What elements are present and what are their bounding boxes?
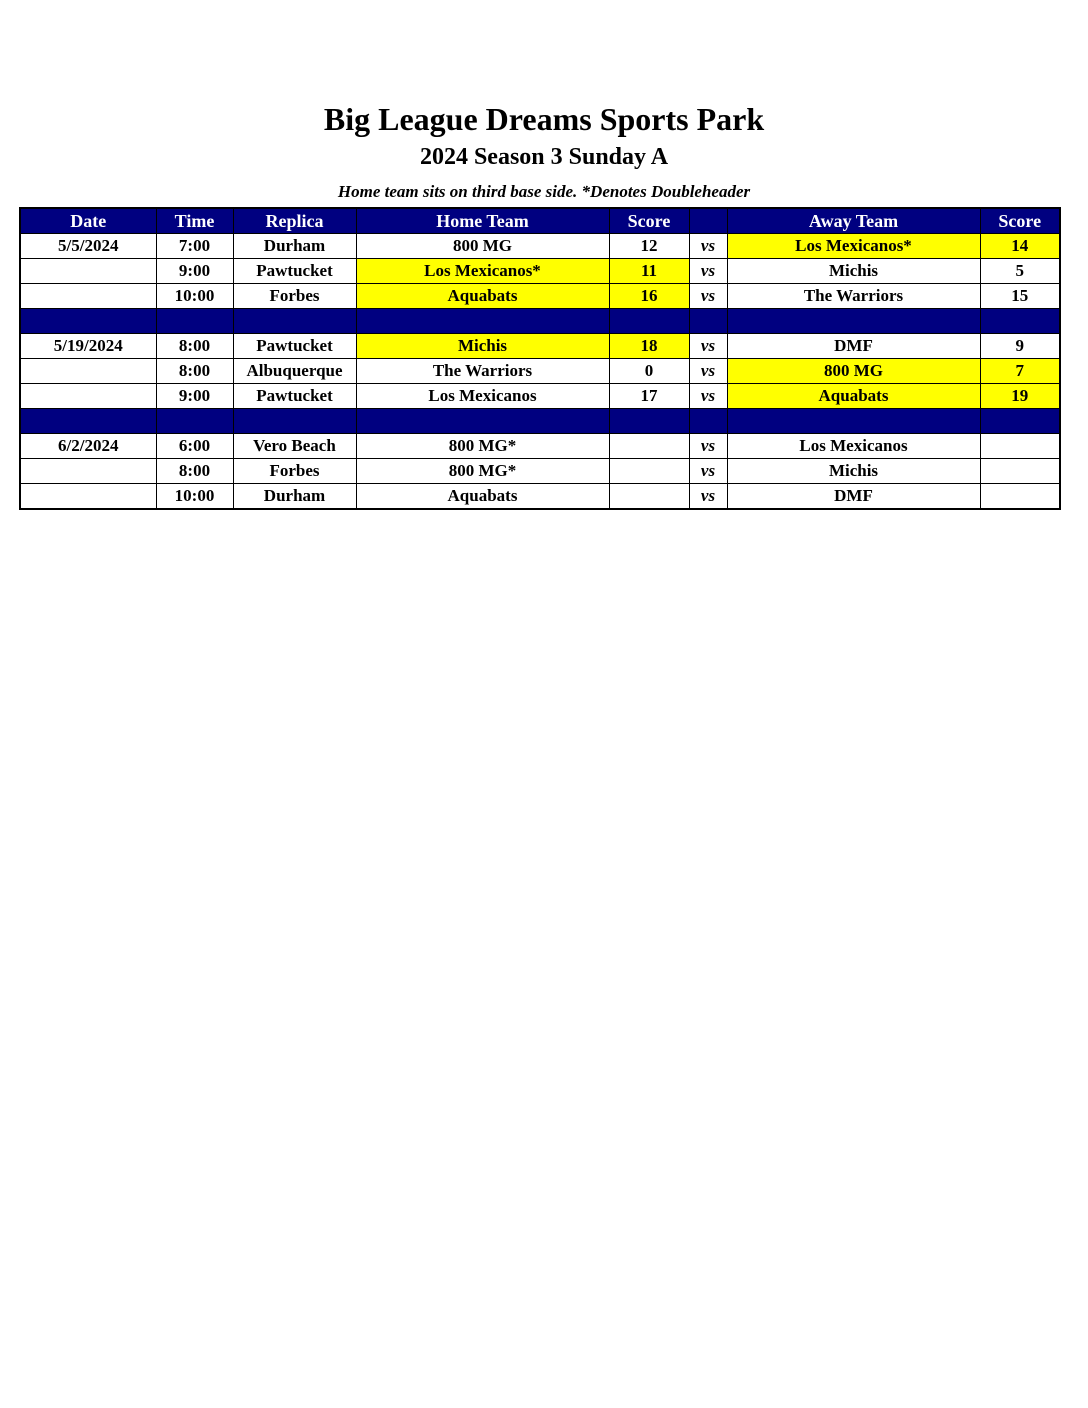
column-header-away-team: Away Team bbox=[727, 208, 980, 234]
time-cell: 8:00 bbox=[156, 359, 233, 384]
home-team-cell: Michis bbox=[356, 334, 609, 359]
vs-cell: vs bbox=[689, 259, 727, 284]
home-team-cell: 800 MG bbox=[356, 234, 609, 259]
separator-cell bbox=[233, 309, 356, 334]
column-header-home-score: Score bbox=[609, 208, 689, 234]
separator-cell bbox=[20, 309, 156, 334]
time-cell: 10:00 bbox=[156, 284, 233, 309]
separator-cell bbox=[356, 409, 609, 434]
week-separator-row bbox=[20, 309, 1060, 334]
game-row bbox=[20, 359, 1060, 384]
date-cell bbox=[20, 259, 156, 284]
game-row bbox=[20, 459, 1060, 484]
separator-cell bbox=[727, 309, 980, 334]
home-score-cell: 0 bbox=[609, 359, 689, 384]
away-team-cell: 800 MG bbox=[727, 359, 980, 384]
game-row bbox=[20, 334, 1060, 359]
separator-cell bbox=[156, 409, 233, 434]
game-row bbox=[20, 284, 1060, 309]
separator-cell bbox=[727, 409, 980, 434]
vs-cell: vs bbox=[689, 334, 727, 359]
home-team-cell: Los Mexicanos bbox=[356, 384, 609, 409]
away-score-cell: 5 bbox=[980, 259, 1060, 284]
vs-cell: vs bbox=[689, 234, 727, 259]
separator-cell bbox=[980, 409, 1060, 434]
schedule-body bbox=[20, 234, 1060, 510]
away-team-cell: Los Mexicanos bbox=[727, 434, 980, 459]
date-cell bbox=[20, 459, 156, 484]
replica-cell: Vero Beach bbox=[233, 434, 356, 459]
home-team-cell: 800 MG* bbox=[356, 459, 609, 484]
vs-cell: vs bbox=[689, 434, 727, 459]
vs-cell: vs bbox=[689, 459, 727, 484]
game-row bbox=[20, 234, 1060, 259]
home-score-cell: 11 bbox=[609, 259, 689, 284]
away-team-cell: Michis bbox=[727, 459, 980, 484]
vs-cell: vs bbox=[689, 484, 727, 510]
schedule-table bbox=[19, 207, 1061, 510]
away-score-cell bbox=[980, 484, 1060, 510]
away-score-cell bbox=[980, 459, 1060, 484]
header-row bbox=[20, 208, 1060, 234]
date-cell bbox=[20, 359, 156, 384]
home-score-cell: 17 bbox=[609, 384, 689, 409]
away-team-cell: Michis bbox=[727, 259, 980, 284]
column-header-replica: Replica bbox=[233, 208, 356, 234]
home-team-cell: Aquabats bbox=[356, 284, 609, 309]
away-team-cell: Los Mexicanos* bbox=[727, 234, 980, 259]
column-header-date: Date bbox=[20, 208, 156, 234]
vs-cell: vs bbox=[689, 284, 727, 309]
page-title: Big League Dreams Sports Park bbox=[323, 101, 765, 137]
time-cell: 7:00 bbox=[156, 234, 233, 259]
replica-cell: Forbes bbox=[233, 284, 356, 309]
time-cell: 8:00 bbox=[156, 334, 233, 359]
column-header-away-score: Score bbox=[980, 208, 1060, 234]
home-score-cell: 16 bbox=[609, 284, 689, 309]
home-score-cell: 12 bbox=[609, 234, 689, 259]
separator-cell bbox=[156, 309, 233, 334]
date-cell bbox=[20, 484, 156, 510]
column-header-time: Time bbox=[156, 208, 233, 234]
doubleheader-note: Home team sits on third base side. *Denotes Doubleheader bbox=[337, 182, 751, 201]
time-cell: 6:00 bbox=[156, 434, 233, 459]
date-cell: 5/19/2024 bbox=[20, 334, 156, 359]
replica-cell: Pawtucket bbox=[233, 259, 356, 284]
week-separator-row bbox=[20, 409, 1060, 434]
away-team-cell: DMF bbox=[727, 484, 980, 510]
date-cell bbox=[20, 284, 156, 309]
replica-cell: Durham bbox=[233, 234, 356, 259]
separator-cell bbox=[609, 409, 689, 434]
away-score-cell bbox=[980, 434, 1060, 459]
separator-cell bbox=[233, 409, 356, 434]
replica-cell: Pawtucket bbox=[233, 384, 356, 409]
time-cell: 9:00 bbox=[156, 259, 233, 284]
away-team-cell: Aquabats bbox=[727, 384, 980, 409]
game-row bbox=[20, 384, 1060, 409]
game-row bbox=[20, 484, 1060, 510]
separator-cell bbox=[689, 309, 727, 334]
separator-cell bbox=[356, 309, 609, 334]
page-subtitle: 2024 Season 3 Sunday A bbox=[419, 144, 669, 170]
home-team-cell: Aquabats bbox=[356, 484, 609, 510]
separator-cell bbox=[980, 309, 1060, 334]
home-score-cell bbox=[609, 459, 689, 484]
vs-cell: vs bbox=[689, 359, 727, 384]
home-team-cell: 800 MG* bbox=[356, 434, 609, 459]
column-header-home-team: Home Team bbox=[356, 208, 609, 234]
separator-cell bbox=[689, 409, 727, 434]
away-team-cell: The Warriors bbox=[727, 284, 980, 309]
separator-cell bbox=[20, 409, 156, 434]
game-row bbox=[20, 259, 1060, 284]
away-score-cell: 7 bbox=[980, 359, 1060, 384]
separator-cell bbox=[609, 309, 689, 334]
replica-cell: Forbes bbox=[233, 459, 356, 484]
away-team-cell: DMF bbox=[727, 334, 980, 359]
away-score-cell: 9 bbox=[980, 334, 1060, 359]
date-cell: 6/2/2024 bbox=[20, 434, 156, 459]
replica-cell: Albuquerque bbox=[233, 359, 356, 384]
game-row bbox=[20, 434, 1060, 459]
time-cell: 8:00 bbox=[156, 459, 233, 484]
away-score-cell: 15 bbox=[980, 284, 1060, 309]
home-team-cell: Los Mexicanos* bbox=[356, 259, 609, 284]
home-team-cell: The Warriors bbox=[356, 359, 609, 384]
vs-cell: vs bbox=[689, 384, 727, 409]
home-score-cell bbox=[609, 434, 689, 459]
time-cell: 10:00 bbox=[156, 484, 233, 510]
away-score-cell: 14 bbox=[980, 234, 1060, 259]
date-cell bbox=[20, 384, 156, 409]
column-header-vs bbox=[689, 208, 727, 234]
away-score-cell: 19 bbox=[980, 384, 1060, 409]
date-cell: 5/5/2024 bbox=[20, 234, 156, 259]
replica-cell: Durham bbox=[233, 484, 356, 510]
time-cell: 9:00 bbox=[156, 384, 233, 409]
home-score-cell: 18 bbox=[609, 334, 689, 359]
home-score-cell bbox=[609, 484, 689, 510]
replica-cell: Pawtucket bbox=[233, 334, 356, 359]
